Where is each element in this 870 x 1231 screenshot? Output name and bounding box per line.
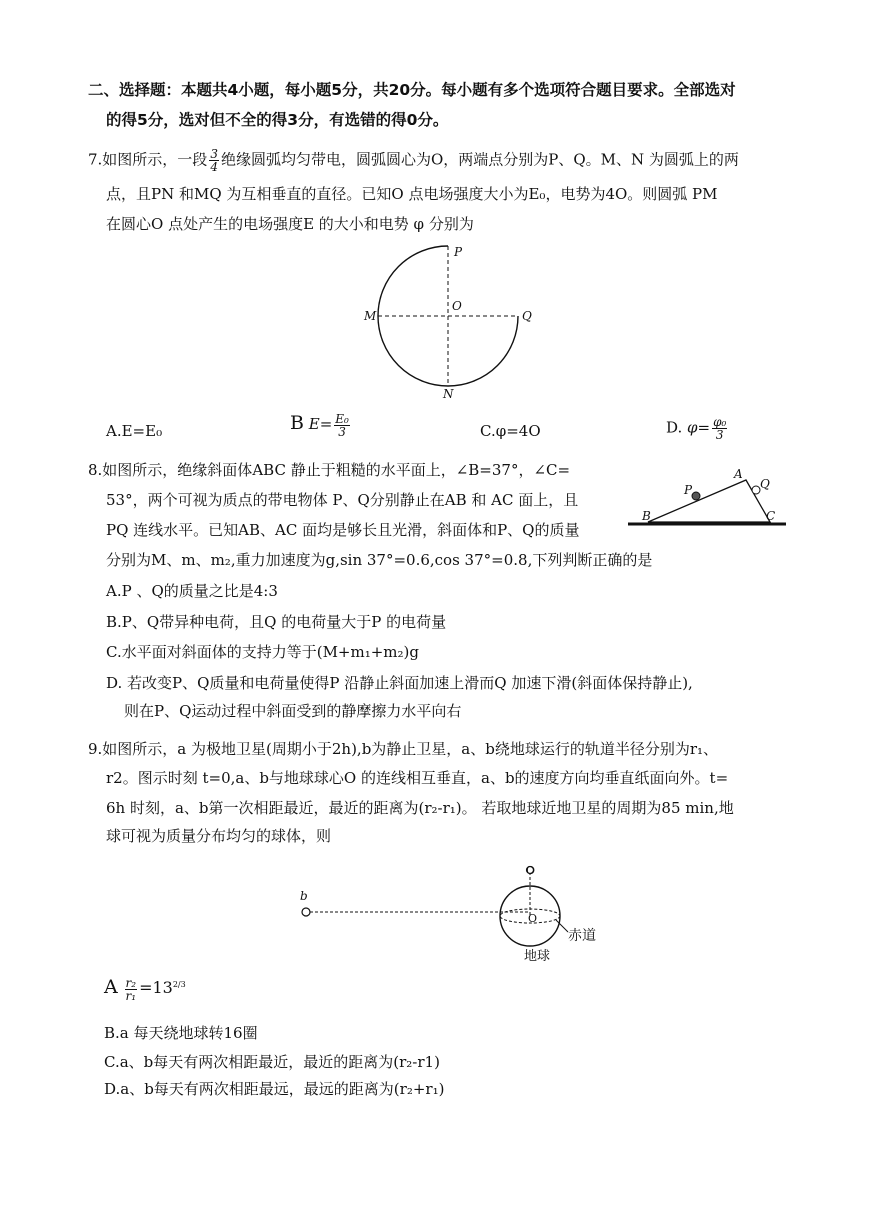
q9-line2: r2。图示时刻 t=0,a、b与地球球心O 的连线相互垂直，a、b的速度方向均垂直纸面向外。t= bbox=[106, 769, 729, 787]
q9-line1: 9.如图所示，a 为极地卫星(周期小于2h),b为静止卫星，a、b绕地球运行的轨道半径分别为r₁、 bbox=[88, 740, 719, 758]
q7-arc-diagram bbox=[360, 240, 540, 400]
q7-option-d-num: φ₀ bbox=[713, 415, 727, 429]
q9-label-b: b bbox=[300, 889, 308, 903]
q8-label-a: A bbox=[734, 467, 743, 481]
q7-label-p: P bbox=[454, 245, 463, 259]
q9-option-a-den: r₁ bbox=[125, 988, 137, 1003]
q8-line1: 8.如图所示，绝缘斜面体ABC 静止于粗糙的水平面上，∠B=37°，∠C= bbox=[88, 461, 571, 479]
q7-option-b-den: 3 bbox=[338, 424, 346, 439]
q8-label-q: Q bbox=[760, 477, 770, 491]
q7-option-b-num: E₀ bbox=[335, 411, 349, 426]
section-header-line1: 二、选择题：本题共4小题，每小题5分，共20分。每小题有多个选项符合题目要求。全部选对 bbox=[88, 81, 736, 99]
q9-orbit-diagram bbox=[290, 860, 610, 970]
q8-option-b: B.P、Q带异种电荷，且Q 的电荷量大于P 的电荷量 bbox=[106, 613, 447, 631]
q8-incline-body bbox=[648, 480, 770, 522]
q9-label-center: O bbox=[528, 912, 538, 925]
q7-option-d-fraction bbox=[712, 416, 727, 441]
q8-object-q bbox=[752, 486, 760, 494]
q8-option-d-line1: D. 若改变P、Q质量和电荷量使得P 沿静止斜面加速上滑而Q 加速下滑(斜面体保持静止), bbox=[106, 674, 693, 692]
q7-label-o: O bbox=[452, 299, 462, 313]
q9-line3: 6h 时刻，a、b第一次相距最近，最近的距离为(r₂-r₁)。 若取地球近地卫星的周期为85 min,地 bbox=[106, 799, 734, 817]
q7-option-d bbox=[666, 416, 729, 441]
q9-label-earth: 地球 bbox=[524, 949, 551, 964]
q8-line3: PQ 连线水平。已知AB、AC 面均是够长且光滑，斜面体和P、Q的质量 bbox=[106, 521, 580, 539]
q8-object-p bbox=[692, 492, 700, 500]
q9-satellite-b bbox=[302, 908, 310, 916]
q7-option-c: C.φ=4O bbox=[480, 422, 541, 440]
q7-option-d-lhs: φ= bbox=[687, 418, 711, 437]
q7-label-n: N bbox=[443, 387, 454, 401]
q7-fraction-num: 3 bbox=[210, 147, 218, 161]
q7-option-b-lhs: E= bbox=[308, 415, 333, 433]
q8-label-b: B bbox=[642, 509, 651, 523]
q7-option-d-den: 3 bbox=[715, 428, 724, 442]
q9-line4: 球可视为质量分布均匀的球体，则 bbox=[106, 827, 332, 845]
q7-line1 bbox=[88, 148, 739, 173]
q7-option-d-pre: D. bbox=[666, 418, 683, 437]
q7-option-b bbox=[290, 412, 352, 438]
q7-fraction bbox=[209, 148, 219, 173]
q7-option-b-fraction bbox=[334, 413, 350, 438]
q9-option-a-num: r₂ bbox=[125, 975, 137, 990]
q9-label-a: O bbox=[526, 864, 536, 877]
q8-label-p: P bbox=[684, 483, 693, 497]
q7-line3: 在圆心O 点处产生的电场强度E 的大小和电势 φ 分别为 bbox=[106, 215, 474, 233]
q9-option-a-rhs: =13 bbox=[139, 978, 173, 997]
q8-line2: 53°，两个可视为质点的带电物体 P、Q分别静止在AB 和 AC 面上，且 bbox=[106, 491, 579, 509]
q8-option-a: A.P 、Q的质量之比是4:3 bbox=[106, 582, 278, 600]
q9-option-a-fraction bbox=[125, 977, 138, 1002]
q7-option-b-letter: B bbox=[290, 412, 304, 434]
q8-option-d-line2: 则在P、Q运动过程中斜面受到的静摩擦力水平向右 bbox=[124, 702, 462, 720]
section-header-line2: 的得5分，选对但不全的得3分，有选错的得0分。 bbox=[106, 111, 449, 129]
q9-option-b: B.a 每天绕地球转16圈 bbox=[104, 1024, 258, 1042]
q9-option-a bbox=[104, 976, 186, 1002]
q8-option-c: C.水平面对斜面体的支持力等于(M+m₁+m₂)g bbox=[106, 643, 419, 661]
q9-option-a-letter: A bbox=[104, 976, 118, 998]
q7-label-q: Q bbox=[522, 309, 532, 323]
q8-label-c: C bbox=[766, 509, 776, 523]
q8-line4: 分别为M、m、m₂,重力加速度为g,sin 37°=0.6,cos 37°=0.8,下列判断正确的是 bbox=[106, 551, 653, 569]
q7-line2: 点，且PN 和MQ 为互相垂直的直径。已知O 点电场强度大小为E₀，电势为4O。则圆弧 PM bbox=[106, 185, 718, 203]
q7-label-m: M bbox=[364, 309, 377, 323]
q9-option-a-exp: 2/3 bbox=[172, 980, 186, 989]
q8-incline-diagram bbox=[628, 468, 788, 530]
q9-label-equator: 赤道 bbox=[568, 928, 596, 944]
q7-line1-pre: 7.如图所示，一段 bbox=[88, 150, 208, 169]
q7-line1-post: 绝缘圆弧均匀带电，圆弧圆心为O，两端点分别为P、Q。M、N 为圆弧上的两 bbox=[220, 150, 739, 169]
q9-option-d: D.a、b每天有两次相距最远，最远的距离为(r₂+r₁) bbox=[104, 1080, 445, 1098]
q9-option-c: C.a、b每天有两次相距最近，最近的距离为(r₂-r1) bbox=[104, 1053, 440, 1071]
q7-fraction-den: 4 bbox=[210, 160, 218, 174]
q7-option-a: A.E=E₀ bbox=[106, 422, 163, 440]
